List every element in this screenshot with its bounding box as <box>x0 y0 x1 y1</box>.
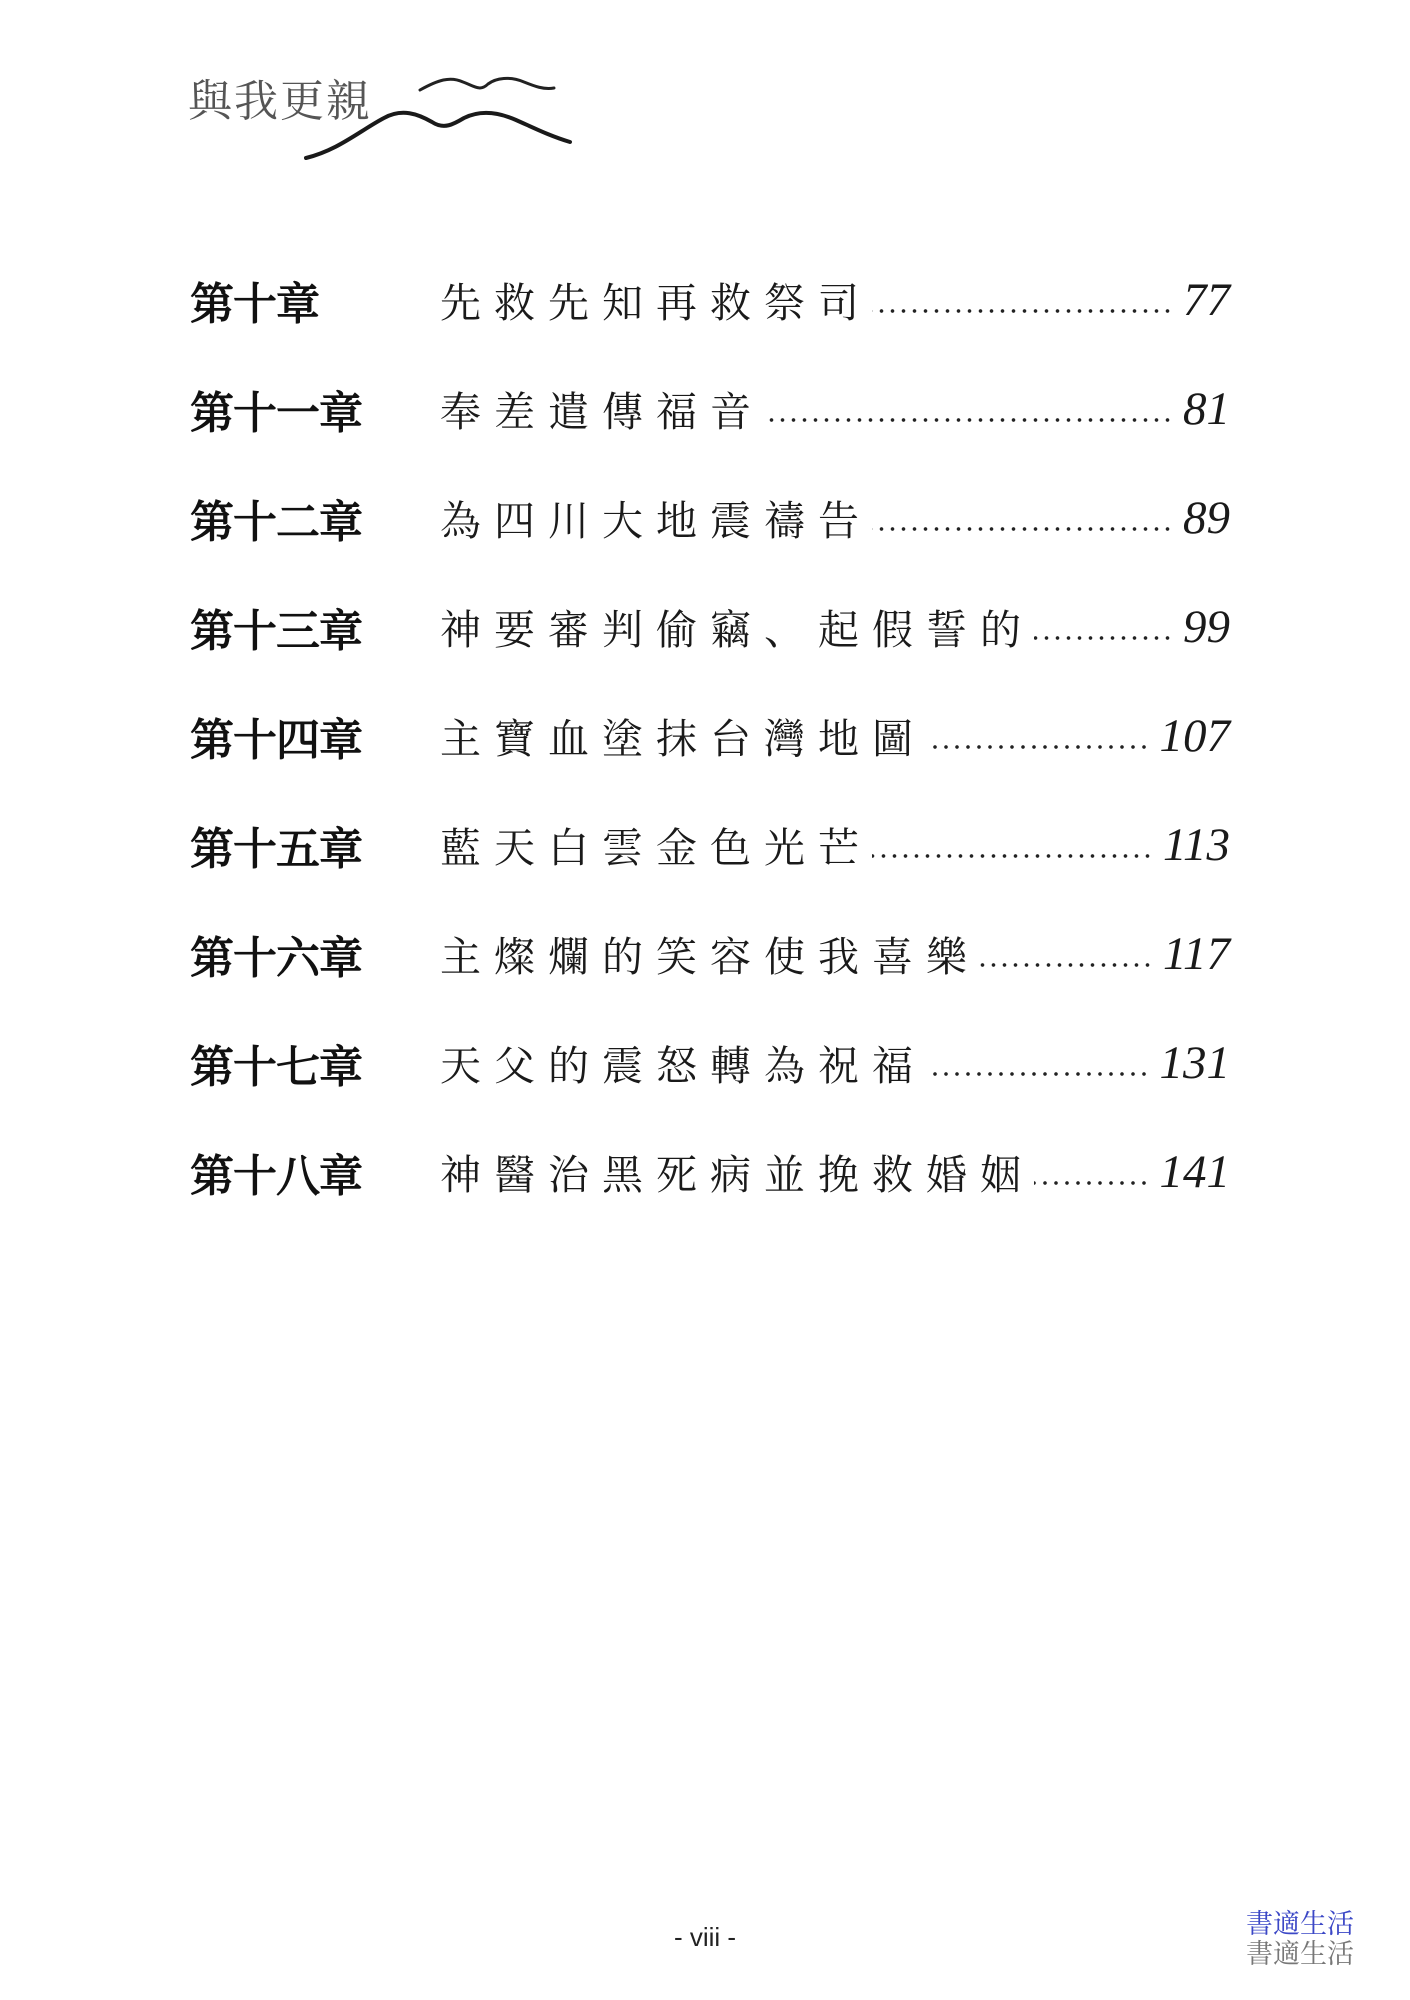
dot-leader <box>764 418 1173 422</box>
chapter-title: 天父的震怒轉為祝福 <box>440 1042 926 1090</box>
watermark-text: 書適生活 <box>1246 1909 1354 1940</box>
chapter-number: 第十四章 <box>190 714 362 766</box>
page-number: 77 <box>1183 273 1230 326</box>
page-number: 99 <box>1183 600 1230 653</box>
chapter-title: 為四川大地震禱告 <box>440 497 872 545</box>
chapter-number: 第十五章 <box>190 823 362 875</box>
dot-leader <box>1034 636 1173 640</box>
watermark-text: 書適生活 <box>1246 1939 1354 1970</box>
dot-leader <box>872 854 1153 858</box>
toc-row-chapter-11[interactable] <box>190 354 1230 463</box>
chapter-title: 主燦爛的笑容使我喜樂 <box>440 933 980 981</box>
chapter-number: 第十六章 <box>190 932 362 984</box>
page-number: 113 <box>1162 818 1230 871</box>
chapter-number: 第十章 <box>190 278 319 330</box>
page-number: 131 <box>1159 1036 1230 1089</box>
running-header <box>188 72 608 172</box>
toc-row-chapter-13[interactable] <box>190 572 1230 681</box>
chapter-title: 藍天白雲金色光芒 <box>440 824 872 872</box>
mountain-wave-icon <box>188 72 608 172</box>
chapter-title: 神醫治黑死病並挽救婚姻 <box>440 1151 1034 1199</box>
toc-row-chapter-17[interactable] <box>190 1008 1230 1117</box>
dot-leader <box>1034 1181 1150 1185</box>
page-number: 107 <box>1159 709 1230 762</box>
chapter-number: 第十七章 <box>190 1041 362 1093</box>
chapter-title: 奉差遣傳福音 <box>440 388 764 436</box>
dot-leader <box>980 963 1153 967</box>
chapter-title: 主寶血塗抹台灣地圖 <box>440 715 926 763</box>
chapter-number: 第十三章 <box>190 605 362 657</box>
toc-row-chapter-16[interactable] <box>190 899 1230 1008</box>
publisher-watermark <box>1246 1910 1354 1970</box>
page-number: 81 <box>1183 382 1230 435</box>
toc-row-chapter-10[interactable] <box>190 245 1230 354</box>
book-title: 與我更親 <box>188 76 372 127</box>
chapter-number: 第十二章 <box>190 496 362 548</box>
page-folio: - viii - <box>673 1922 737 1952</box>
toc-row-chapter-14[interactable] <box>190 681 1230 790</box>
page-number: 141 <box>1159 1145 1230 1198</box>
toc-row-chapter-12[interactable] <box>190 463 1230 572</box>
chapter-number: 第十八章 <box>190 1150 362 1202</box>
chapter-title: 神要審判偷竊、起假誓的 <box>440 606 1034 654</box>
toc-row-chapter-18[interactable] <box>190 1117 1230 1226</box>
page-number: 117 <box>1162 927 1230 980</box>
table-of-contents <box>190 245 1230 1226</box>
page-number: 89 <box>1183 491 1230 544</box>
dot-leader <box>926 745 1150 749</box>
dot-leader <box>872 309 1173 313</box>
chapter-number: 第十一章 <box>190 387 362 439</box>
toc-row-chapter-15[interactable] <box>190 790 1230 899</box>
dot-leader <box>872 527 1173 531</box>
chapter-title: 先救先知再救祭司 <box>440 279 872 327</box>
dot-leader <box>926 1072 1150 1076</box>
